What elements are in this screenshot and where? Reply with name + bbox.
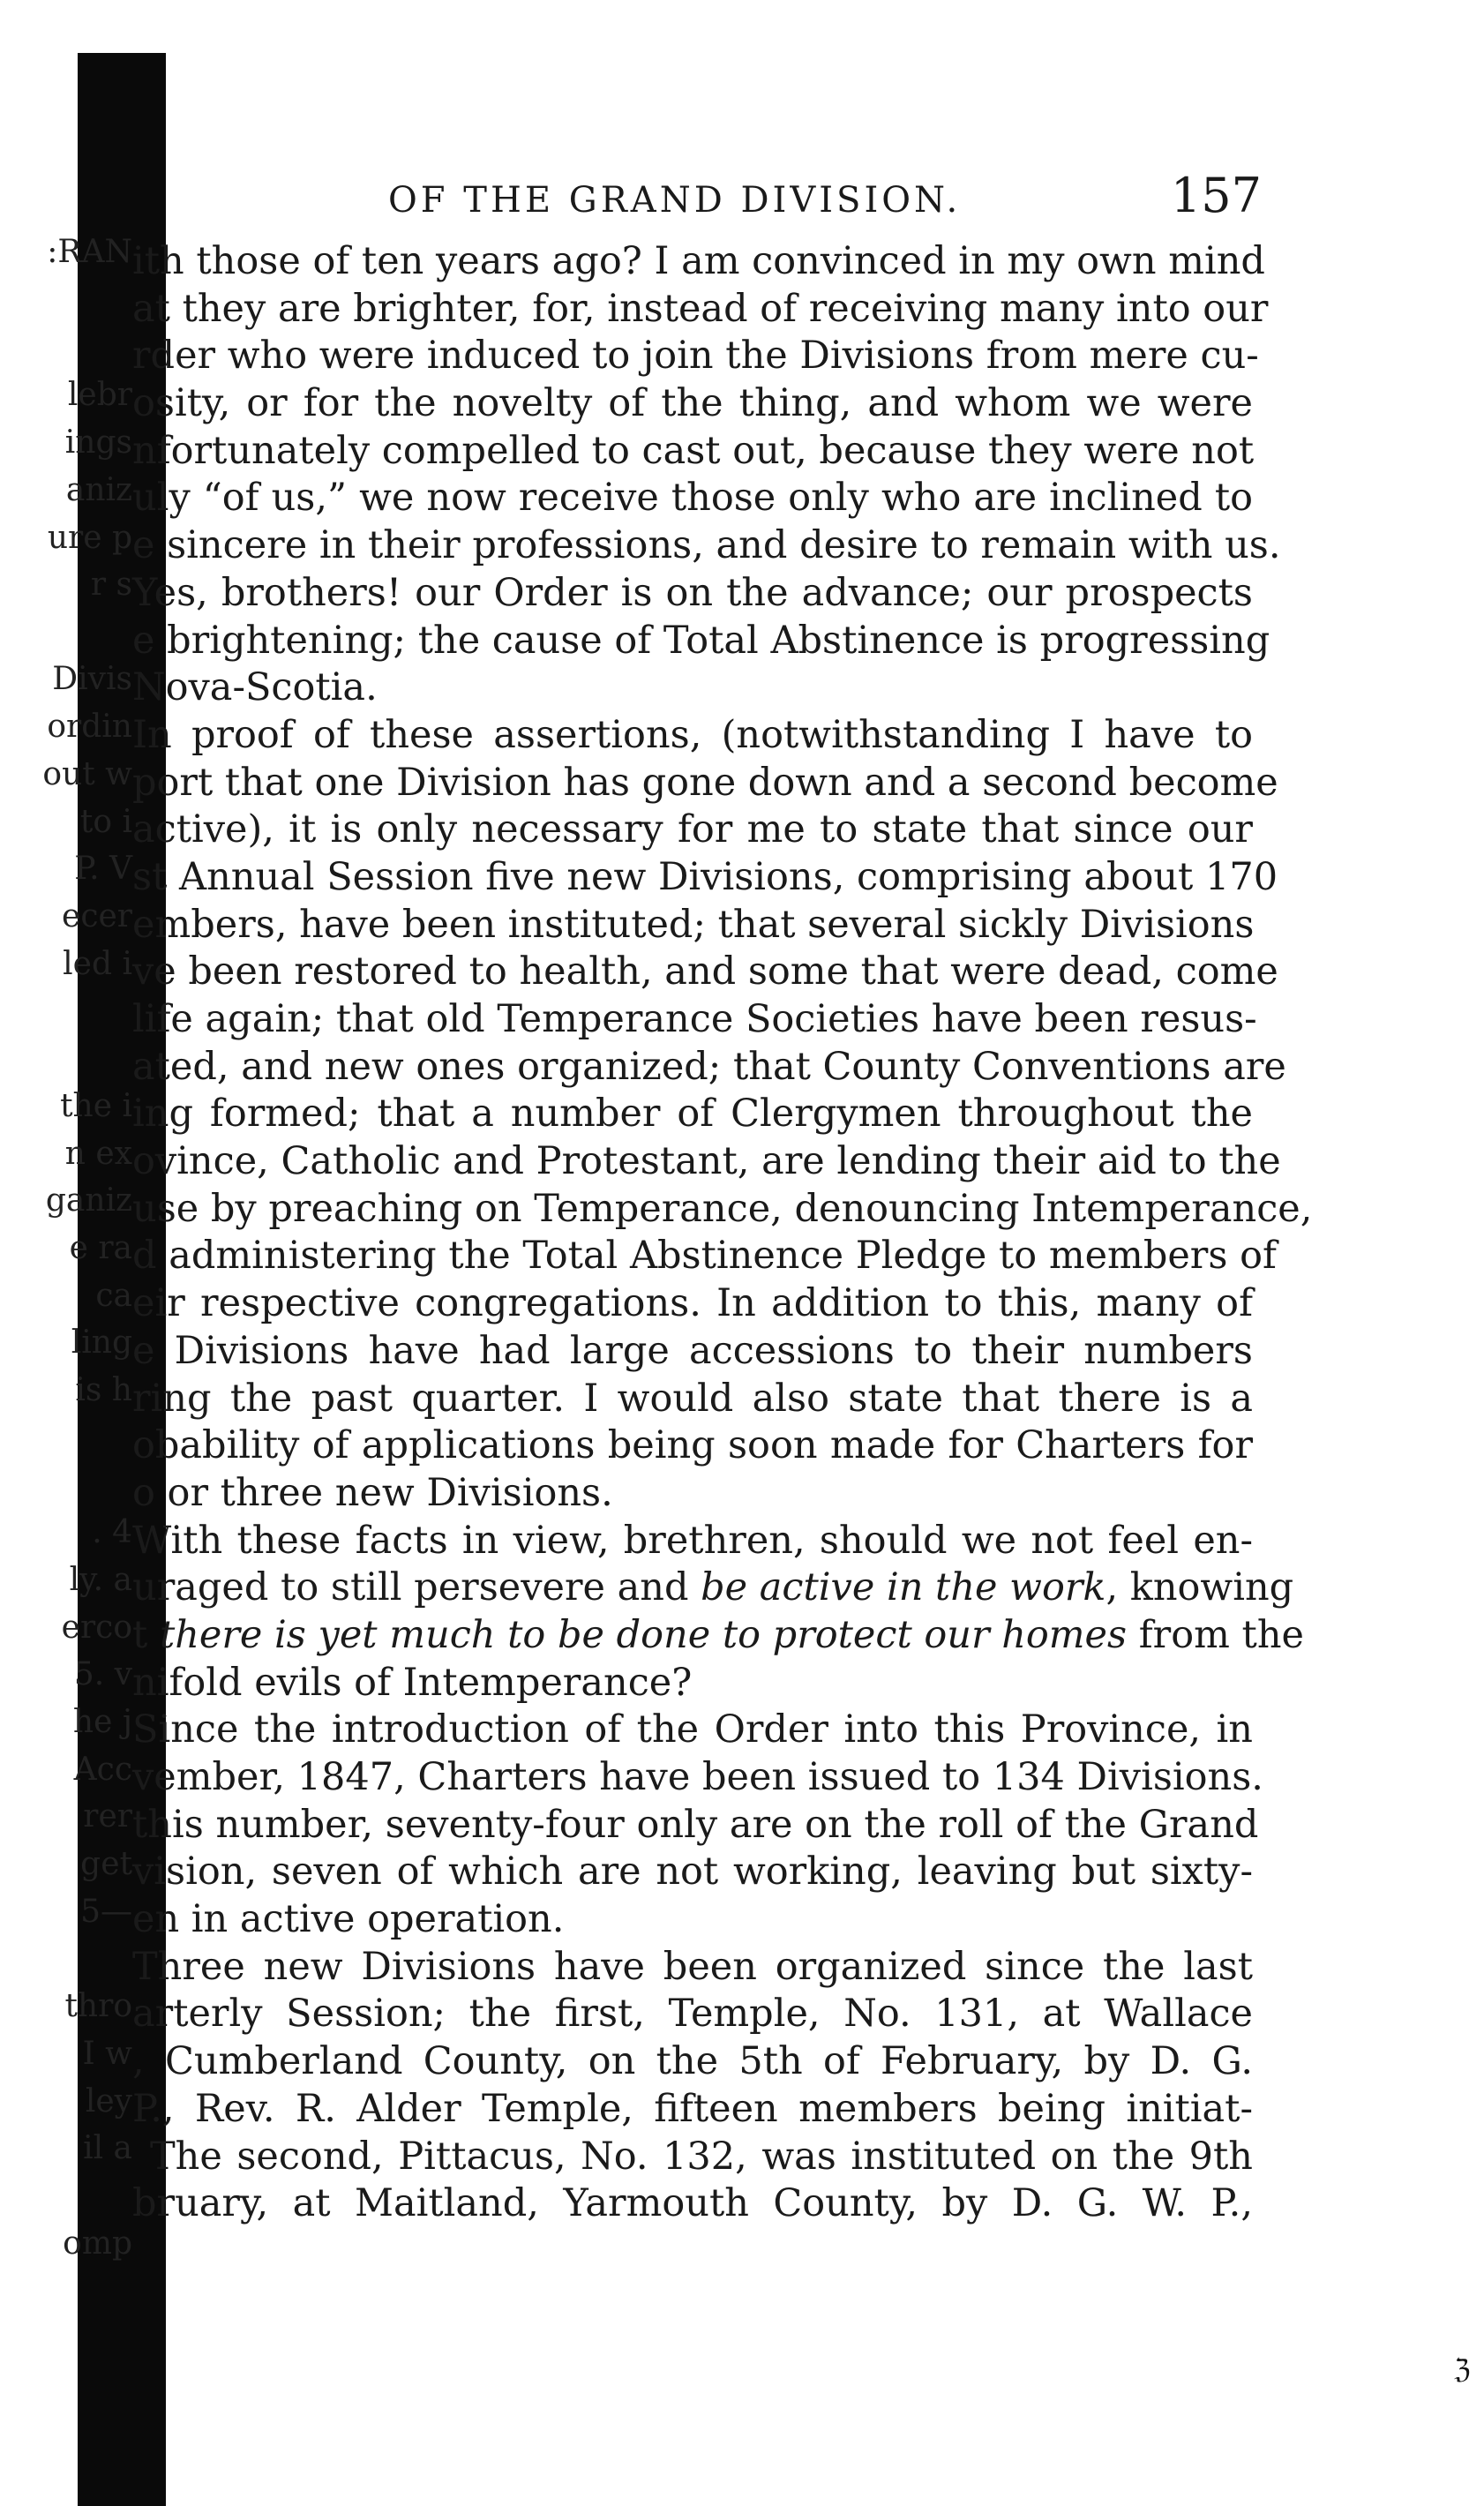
margin-fragment: ordin: [47, 709, 132, 745]
margin-fragment: ca: [95, 1278, 132, 1314]
margin-fragment: il a: [83, 2130, 132, 2166]
margin-fragment: rer: [83, 1798, 132, 1834]
text-line: vision, seven of which are not working, leaving but sixty-: [132, 1849, 1253, 1895]
margin-fragment: Acc: [73, 1752, 132, 1788]
text-line: life again; that old Temperance Societies have been resus-: [132, 997, 1257, 1041]
text-line: Since the introduction of the Order into this Province, in: [132, 1707, 1253, 1752]
text-line: ith those of ten years ago? I am convinced in my own mind: [132, 239, 1265, 283]
text-line: o or three new Divisions.: [132, 1470, 613, 1515]
italic-phrase: there is yet much to be done to protect our homes: [159, 1612, 1128, 1657]
margin-fragment: omp: [63, 2225, 132, 2262]
text-line: st Annual Session five new Divisions, comprising about 170: [132, 854, 1278, 899]
text-line: ring the past quarter. I would also state that there is a: [132, 1376, 1253, 1421]
text-line: e brightening; the cause of Total Abstinence is progressing: [132, 618, 1270, 663]
margin-fragment: e ra: [69, 1230, 132, 1266]
text-line: arterly Session; the first, Temple, No. 131, at Wallace: [132, 1992, 1253, 2037]
text-line: rder who were induced to join the Divisions from mere cu-: [132, 334, 1259, 379]
text-line: ve been restored to health, and some that were dead, come: [132, 949, 1278, 994]
margin-fragment: ure p: [47, 520, 132, 556]
book-page: [132, 159, 1313, 2228]
margin-fragment: ley: [85, 2083, 132, 2120]
text-line: vember, 1847, Charters have been issued to 134 Divisions.: [132, 1755, 1263, 1799]
text-line: P., Rev. R. Alder Temple, fifteen members being initiat-: [132, 2086, 1253, 2131]
margin-fragment: :RAN: [47, 234, 132, 270]
margin-fragment: the i: [60, 1088, 132, 1124]
margin-fragment: ecer: [62, 898, 132, 934]
text-line: embers, have been instituted; that several sickly Divisions: [132, 902, 1255, 947]
text-line: ovince, Catholic and Protestant, are lending their aid to the: [132, 1139, 1281, 1184]
stray-ink-mark: ℨ: [1454, 2354, 1471, 2385]
text-line: ing formed; that a number of Clergymen throughout the: [132, 1092, 1253, 1137]
text-span: t: [132, 1612, 160, 1657]
margin-fragment: P. V: [74, 851, 132, 887]
text-line: nfortunately compelled to cast out, because they were not: [132, 428, 1255, 473]
margin-fragment: ganiz: [45, 1182, 132, 1219]
page-number: 157: [1170, 168, 1262, 223]
margin-fragment: . 4: [92, 1514, 132, 1550]
text-line: at they are brighter, for, instead of receiving many into our: [132, 286, 1269, 331]
margin-fragment: ling: [71, 1324, 132, 1361]
margin-fragment: to i: [79, 804, 132, 840]
text-line: e Divisions have had large accessions to their numbers: [132, 1328, 1253, 1373]
text-line: The second, Pittacus, No. 132, was instituted on the 9th: [150, 2134, 1253, 2179]
margin-fragment: ly. a: [69, 1562, 132, 1598]
margin-fragment: get: [80, 1846, 132, 1882]
running-head: OF THE GRAND DIVISION.: [388, 180, 962, 221]
margin-fragment: he j: [72, 1704, 132, 1740]
margin-fragment: is h: [75, 1372, 132, 1408]
text-line: en in active operation.: [132, 1897, 565, 1942]
text-line: Nova-Scotia.: [132, 665, 378, 710]
page-header: [132, 159, 1262, 238]
text-line: [132, 1612, 1304, 1660]
text-line: port that one Division has gone down and a second become: [132, 760, 1278, 805]
text-line: active), it is only necessary for me to state that since our: [132, 807, 1253, 852]
text-line: use by preaching on Temperance, denouncing Intemperance,: [132, 1186, 1313, 1231]
margin-fragment: lebr: [67, 377, 132, 413]
margin-fragment: 5—: [80, 1894, 132, 1930]
text-line: [132, 1564, 1294, 1612]
text-span: from the: [1127, 1612, 1304, 1657]
text-line: this number, seventy-four only are on the roll of the Grand: [132, 1802, 1259, 1847]
italic-phrase: be active in the work: [701, 1565, 1106, 1610]
margin-fragment: r s: [90, 566, 132, 603]
text-line: Three new Divisions have been organized since the last: [132, 1944, 1253, 1989]
text-line: uly “of us,” we now receive those only who are inclined to: [132, 476, 1253, 521]
text-line: eir respective congregations. In addition to this, many of: [132, 1281, 1253, 1326]
margin-fragment: thro: [64, 1988, 132, 2024]
margin-fragment: led i: [63, 946, 132, 982]
text-line: ated, and new ones organized; that County Conventions are: [132, 1044, 1286, 1089]
text-line: bruary, at Maitland, Yarmouth County, by D. G. W. P.,: [132, 2181, 1253, 2226]
text-line: With these facts in view, brethren, should we not feel en-: [132, 1518, 1253, 1563]
text-line: Yes, brothers! our Order is on the advance; our prospects: [132, 570, 1253, 615]
text-span: uraged to still persevere and: [132, 1565, 701, 1610]
margin-fragment: I w: [82, 2036, 132, 2072]
text-line: e sincere in their professions, and desire to remain with us.: [132, 523, 1281, 568]
margin-fragment: erco: [61, 1609, 132, 1646]
margin-fragment: ings: [64, 424, 132, 461]
margin-fragment: n ex: [64, 1136, 132, 1172]
margin-fragment: aniz: [65, 472, 132, 508]
margin-fragment: 5. v: [73, 1656, 132, 1692]
text-line: osity, or for the novelty of the thing, and whom we were: [132, 381, 1253, 426]
text-line: d administering the Total Abstinence Pledge to members of: [132, 1234, 1277, 1279]
margin-fragment: out w: [42, 756, 132, 792]
text-line: In proof of these assertions, (notwithstanding I have to: [132, 712, 1253, 757]
margin-fragment: Divis: [52, 661, 132, 697]
text-line: obability of applications being soon made for Charters for: [132, 1423, 1253, 1468]
text-span: , knowing: [1106, 1565, 1294, 1610]
text-line: nifold evils of Intemperance?: [132, 1660, 693, 1705]
body-text: [132, 238, 1313, 2228]
text-line: , Cumberland County, on the 5th of February, by D. G.: [132, 2039, 1253, 2084]
